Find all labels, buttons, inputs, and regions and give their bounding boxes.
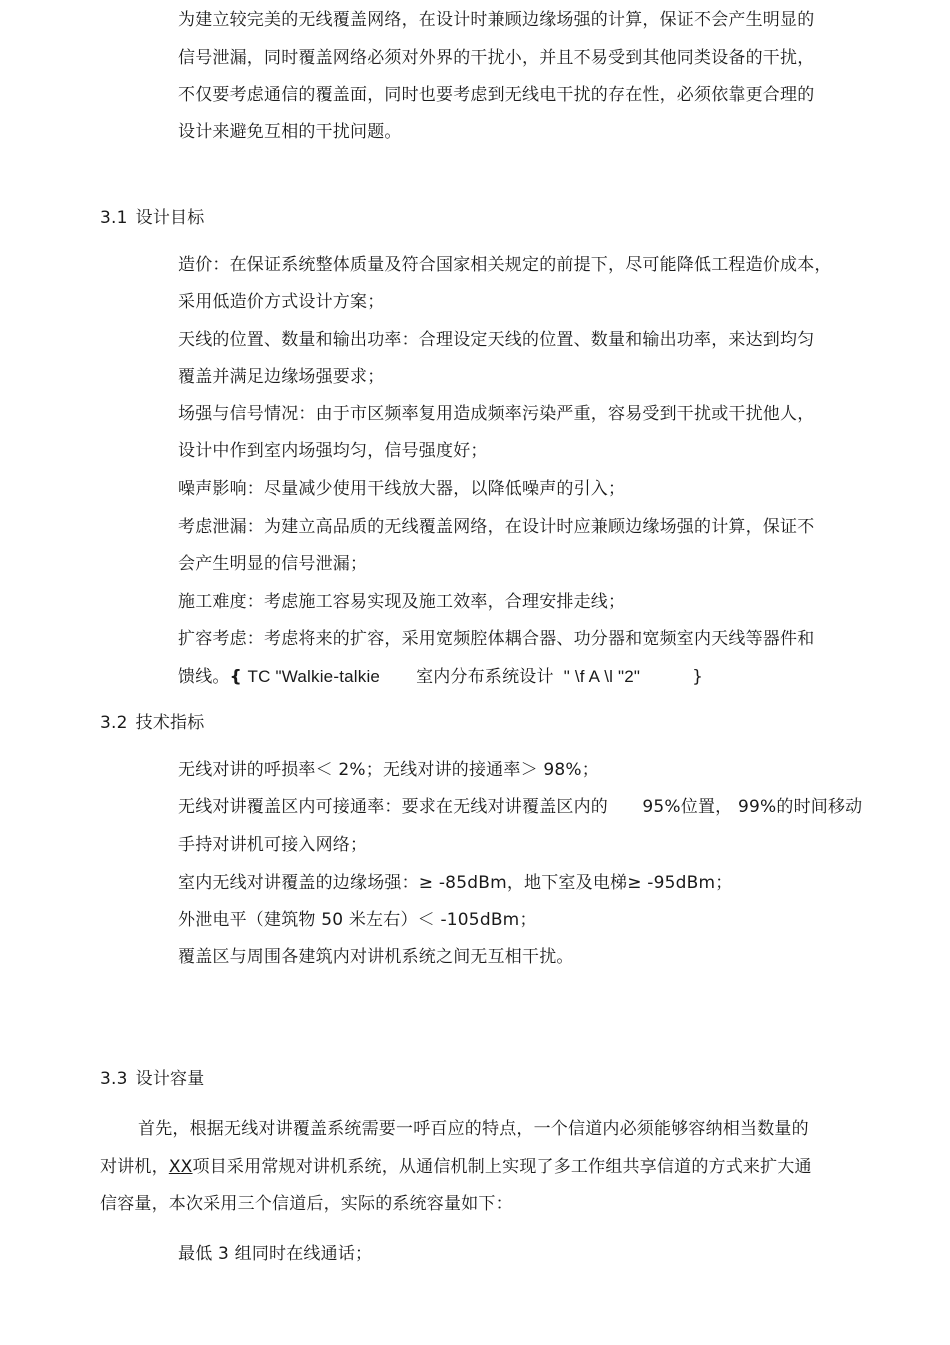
toc-field-code: TC "Walkie-talkie (247, 667, 381, 686)
goal-line-3: 天线的位置、数量和输出功率：合理设定天线的位置、数量和输出功率，来达到均匀 (178, 330, 815, 350)
section-3-1-number: 3.1 (100, 208, 128, 228)
spec-line-4: 室内无线对讲覆盖的边缘场强：≥ -85dBm，地下室及电梯≥ -95dBm； (178, 873, 733, 893)
section-3-2-heading (100, 712, 204, 734)
project-name-xx: XX (168, 1157, 193, 1177)
spec-line-5: 外泄电平（建筑物 50 米左右）＜ -105dBm； (178, 910, 537, 930)
intro-line-3: 不仅要考虑通信的覆盖面，同时也要考虑到无线电干扰的存在性，必须依靠更合理的 (178, 85, 815, 105)
goal-line-1: 造价：在保证系统整体质量及符合国家相关规定的前提下，尽可能降低工程造价成本， (178, 255, 832, 275)
toc-field-open: { (229, 667, 242, 687)
goal-line-5: 场强与信号情况：由于市区频率复用造成频率污染严重，容易受到干扰或干扰他人， (178, 404, 815, 424)
goal-line-2: 采用低造价方式设计方案； (178, 292, 385, 312)
spec-line-3: 手持对讲机可接入网络； (178, 835, 368, 855)
goal-line-11: 扩容考虑：考虑将来的扩容，采用宽频腔体耦合器、功分器和宽频室内天线等器件和 (178, 629, 815, 649)
goal-line-4: 覆盖并满足边缘场强要求； (178, 367, 385, 387)
intro-line-1: 为建立较完美的无线覆盖网络，在设计时兼顾边缘场强的计算，保证不会产生明显的 (178, 10, 815, 30)
spec-line-1: 无线对讲的呼损率＜ 2%；无线对讲的接通率＞ 98%； (178, 760, 599, 780)
section-3-1-title: 设计目标 (135, 208, 205, 228)
goal-line-9: 会产生明显的信号泄漏； (178, 554, 368, 574)
capacity-para-line-1: 首先，根据无线对讲覆盖系统需要一呼百应的特点，一个信道内必须能够容纳相当数量的 (138, 1119, 809, 1139)
intro-line-2: 信号泄漏，同时覆盖网络必须对外界的干扰小，并且不易受到其他同类设备的干扰， (178, 48, 815, 68)
section-3-3-title: 设计容量 (135, 1069, 205, 1089)
toc-field-args: " \f A \l "2" (563, 667, 641, 686)
section-3-3-heading (100, 1068, 204, 1090)
section-3-1-heading (100, 207, 204, 229)
goal-line-12 (178, 666, 703, 688)
intro-line-4: 设计来避免互相的干扰问题。 (178, 122, 402, 142)
spec-line-2: 无线对讲覆盖区内可接通率：要求在无线对讲覆盖区内的 95%位置， 99%的时间移动 (178, 797, 863, 817)
capacity-para-line-2b: 项目采用常规对讲机系统，从通信机制上实现了多工作组共享信道的方式来扩大通 (192, 1157, 812, 1177)
capacity-item-1: 最低 3 组同时在线通话； (178, 1244, 373, 1264)
section-3-3-number: 3.3 (100, 1069, 128, 1089)
section-3-2-number: 3.2 (100, 713, 128, 733)
capacity-para-line-2 (100, 1156, 812, 1178)
section-3-2-title: 技术指标 (135, 713, 205, 733)
spec-line-6: 覆盖区与周围各建筑内对讲机系统之间无互相干扰。 (178, 947, 574, 967)
capacity-para-line-2a: 对讲机， (100, 1157, 169, 1177)
goal-line-10: 施工难度：考虑施工容易实现及施工效率，合理安排走线； (178, 592, 626, 612)
capacity-para-line-3: 信容量，本次采用三个信道后，实际的系统容量如下： (100, 1194, 513, 1214)
goal-line-6: 设计中作到室内场强均匀，信号强度好； (178, 441, 488, 461)
goal-line-7: 噪声影响：尽量减少使用干线放大器，以降低噪声的引入； (178, 479, 626, 499)
toc-field-close: } (692, 667, 704, 687)
goal-line-12-text: 馈线。 (178, 667, 230, 687)
toc-field-title: 室内分布系统设计 (416, 667, 554, 687)
goal-line-8: 考虑泄漏：为建立高品质的无线覆盖网络，在设计时应兼顾边缘场强的计算，保证不 (178, 517, 815, 537)
